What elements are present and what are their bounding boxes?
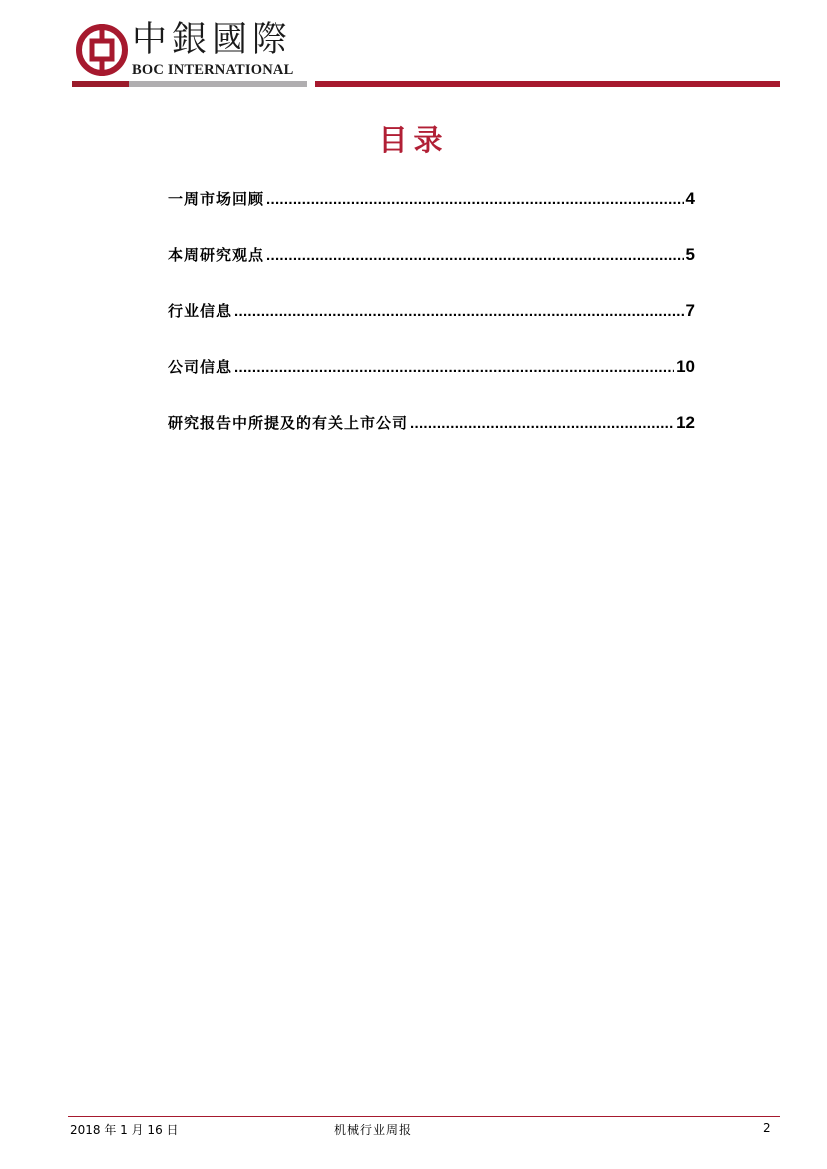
toc-entry-page: 10 (676, 357, 695, 376)
toc-entry-page: 7 (685, 301, 695, 320)
toc-entry-page: 4 (685, 189, 695, 208)
toc-entry-industry-news[interactable] (168, 300, 695, 356)
toc-entry-market-review[interactable] (168, 188, 695, 244)
toc-title: 目录 (378, 123, 449, 157)
toc-entry-label: 一周市场回顾 (168, 190, 265, 208)
toc-entry-label: 研究报告中所提及的有关上市公司 (168, 414, 409, 432)
header-divider-right (315, 81, 780, 87)
toc-entry-company-news[interactable] (168, 356, 695, 412)
footer-page-number: 2 (763, 1121, 771, 1135)
toc-entry-label: 行业信息 (168, 302, 233, 320)
toc-leader-dots (234, 359, 674, 376)
logo-chinese-name: 中銀國際 (132, 20, 293, 60)
toc-entry-research-views[interactable] (168, 244, 695, 300)
toc-entry-listed-companies[interactable] (168, 412, 695, 468)
toc-entry-label: 本周研究观点 (168, 246, 265, 264)
boc-logo-icon (76, 24, 128, 76)
toc-entry-page: 5 (685, 245, 695, 264)
toc-leader-dots (234, 303, 684, 320)
table-of-contents (168, 188, 695, 468)
toc-leader-dots (266, 191, 684, 208)
header-divider-middle (129, 81, 307, 87)
logo-english-name: BOC INTERNATIONAL (132, 62, 294, 78)
toc-entry-label: 公司信息 (168, 358, 233, 376)
toc-leader-dots (410, 415, 674, 432)
footer-report-title: 机械行业周报 (334, 1123, 413, 1137)
footer-date: 2018 年 1 月 16 日 (70, 1123, 179, 1137)
footer-divider (68, 1116, 780, 1117)
header-divider-left (72, 81, 129, 87)
toc-entry-page: 12 (676, 413, 695, 432)
toc-leader-dots (266, 247, 684, 264)
